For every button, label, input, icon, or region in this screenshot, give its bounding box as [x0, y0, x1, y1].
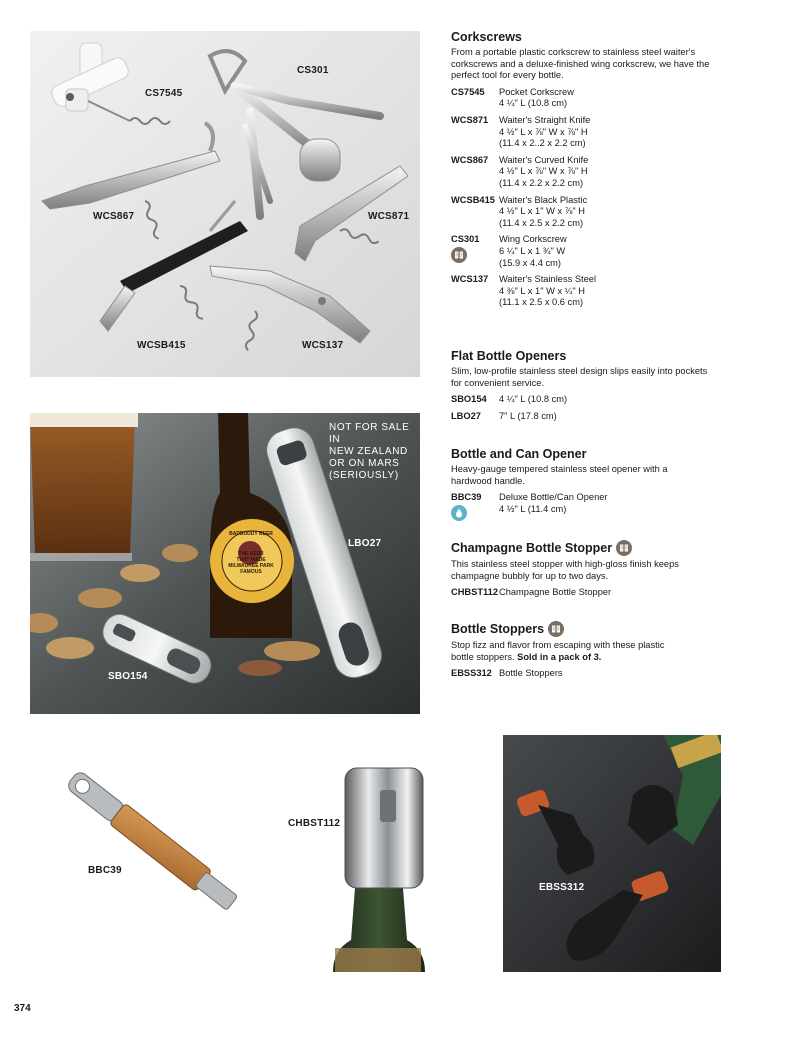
drop-icon	[451, 505, 467, 521]
product-name: Waiter's Straight Knife	[499, 114, 591, 125]
product-name: Champagne Bottle Stopper	[499, 587, 612, 598]
section-title-can-opener: Bottle and Can Opener	[451, 447, 587, 461]
sku: SBO154	[451, 394, 487, 405]
product-row-sbo154	[451, 394, 751, 406]
label-wcs137: WCS137	[302, 340, 344, 351]
product-name: Waiter's Curved Knife	[499, 154, 589, 165]
sku: LBO27	[451, 410, 481, 421]
section-title-champagne	[451, 540, 751, 556]
chbst112-illustration	[285, 760, 430, 972]
section-desc-stoppers	[451, 640, 666, 663]
product-name: Deluxe Bottle/Can Opener	[499, 492, 608, 503]
bbc39-illustration	[55, 758, 255, 928]
sku: WCS137	[451, 274, 489, 285]
product-dimension-metric: (11.1 x 2.5 x 0.6 cm)	[499, 297, 584, 308]
label-cs7545: CS7545	[145, 88, 183, 99]
warning-text: NOT FOR SALE IN NEW ZEALAND OR ON MARS (SERIOUSLY)	[329, 422, 410, 481]
product-row-chbst112	[451, 587, 751, 599]
product-dimension: 4 ½" L x ⅞" W x ⅞" H	[499, 166, 588, 177]
page-number: 374	[14, 1003, 31, 1014]
product-row-wcs137	[451, 274, 751, 309]
bottle-label: BADBUDDY BEER THE BEER THAT MADE MILWAUKEE PARK FAMOUS	[228, 531, 274, 575]
product-dimension: 6 ¼" L x 1 ¾" W	[499, 245, 566, 256]
section-title-corkscrews: Corkscrews	[451, 30, 522, 44]
sku: WCS867	[451, 154, 489, 165]
corkscrews-photo	[30, 31, 420, 377]
product-row-wcsb415	[451, 195, 751, 230]
sku: CS301	[451, 234, 480, 245]
product-row-cs7545	[451, 87, 751, 110]
flat-openers-photo	[30, 413, 420, 714]
product-row-cs301	[451, 234, 751, 269]
bbc39-photo	[55, 758, 255, 928]
sku: CHBST112	[451, 587, 499, 598]
sku: BBC39	[451, 492, 482, 503]
product-dimension-metric: (15.9 x 4.4 cm)	[499, 257, 562, 268]
label-cs301: CS301	[297, 65, 329, 76]
section-desc-champagne: This stainless steel stopper with high-gloss finish keeps champagne bubbly for up to two days.	[451, 559, 679, 581]
product-row-wcs867	[451, 155, 751, 190]
section-title-stoppers	[451, 621, 751, 637]
ebss312-illustration	[503, 735, 721, 972]
sku: WCSB415	[451, 194, 495, 205]
label-wcsb415: WCSB415	[137, 340, 186, 351]
desc-bold-text: Sold in a pack of 3.	[517, 651, 602, 662]
sku: CS7545	[451, 86, 485, 97]
ebss312-photo	[503, 735, 721, 972]
sku-cell	[451, 492, 499, 521]
label-ebss312: EBSS312	[539, 882, 585, 893]
product-row-ebss312	[451, 668, 751, 680]
label-bbc39: BBC39	[88, 865, 122, 876]
product-name: Bottle Stoppers	[499, 668, 563, 679]
section-desc-can-opener: Heavy-gauge tempered stainless steel opener with a hardwood handle.	[451, 464, 668, 486]
label-chbst112: CHBST112	[288, 818, 341, 829]
section-title-text: Champagne Bottle Stopper	[451, 541, 613, 555]
section-desc-corkscrews: From a portable plastic corkscrew to stainless steel waiter's corkscrews and a deluxe-finished wing corkscrew, we have the perfect tool for every bottle.	[451, 47, 710, 81]
product-row-wcs871	[451, 115, 751, 150]
section-corkscrews	[451, 30, 751, 309]
product-dimension-metric: (11.4 x 2.2 x 2.2 cm)	[499, 177, 584, 188]
desc-text: Stop fizz and flavor from escaping with these plastic bottle stoppers.	[451, 640, 665, 662]
section-bottle-stoppers	[451, 621, 751, 680]
section-flat-openers	[451, 349, 751, 422]
sku: WCS871	[451, 114, 489, 125]
product-name: Waiter's Black Plastic	[499, 194, 588, 205]
product-dimension: 4 ¼" L (10.8 cm)	[499, 394, 568, 405]
product-dimension: 4 ¼" L (10.8 cm)	[499, 98, 568, 109]
book-icon	[451, 247, 467, 263]
product-dimension: 4 ½" L (11.4 cm)	[499, 503, 567, 514]
product-name: Pocket Corkscrew	[499, 86, 574, 97]
product-dimension: 4 ½" L x ⅞" W x ⅞" H	[499, 126, 588, 137]
label-lbo27: LBO27	[348, 538, 382, 549]
label-wcs871: WCS871	[368, 211, 410, 222]
book-icon	[548, 621, 564, 637]
label-wcs867: WCS867	[93, 211, 135, 222]
product-dimension: 4 ⅜" L x 1" W x ¼" H	[499, 285, 586, 296]
corkscrews-illustration	[30, 31, 420, 377]
product-dimension-metric: (11.4 x 2.5 x 2.2 cm)	[499, 217, 584, 228]
chbst112-photo	[285, 760, 430, 972]
section-title-flat-openers: Flat Bottle Openers	[451, 349, 567, 363]
product-dimension: 4 ½" L x 1" W x ⅞" H	[499, 206, 586, 217]
product-name: Waiter's Stainless Steel	[499, 274, 597, 285]
product-name: Wing Corkscrew	[499, 234, 567, 245]
section-title-text: Bottle Stoppers	[451, 622, 545, 636]
book-icon	[616, 540, 632, 556]
product-row-lbo27	[451, 411, 751, 423]
section-can-opener	[451, 447, 751, 521]
product-dimension: 7" L (17.8 cm)	[499, 410, 557, 421]
product-dimension-metric: (11.4 x 2..2 x 2.2 cm)	[499, 138, 586, 149]
product-row-bbc39	[451, 492, 751, 521]
section-desc-flat-openers: Slim, low-profile stainless steel design slips easily into pockets for convenient service.	[451, 366, 708, 388]
section-champagne-stopper	[451, 540, 751, 599]
sku: EBSS312	[451, 668, 492, 679]
sku-cell	[451, 234, 499, 269]
label-sbo154: SBO154	[108, 671, 148, 682]
